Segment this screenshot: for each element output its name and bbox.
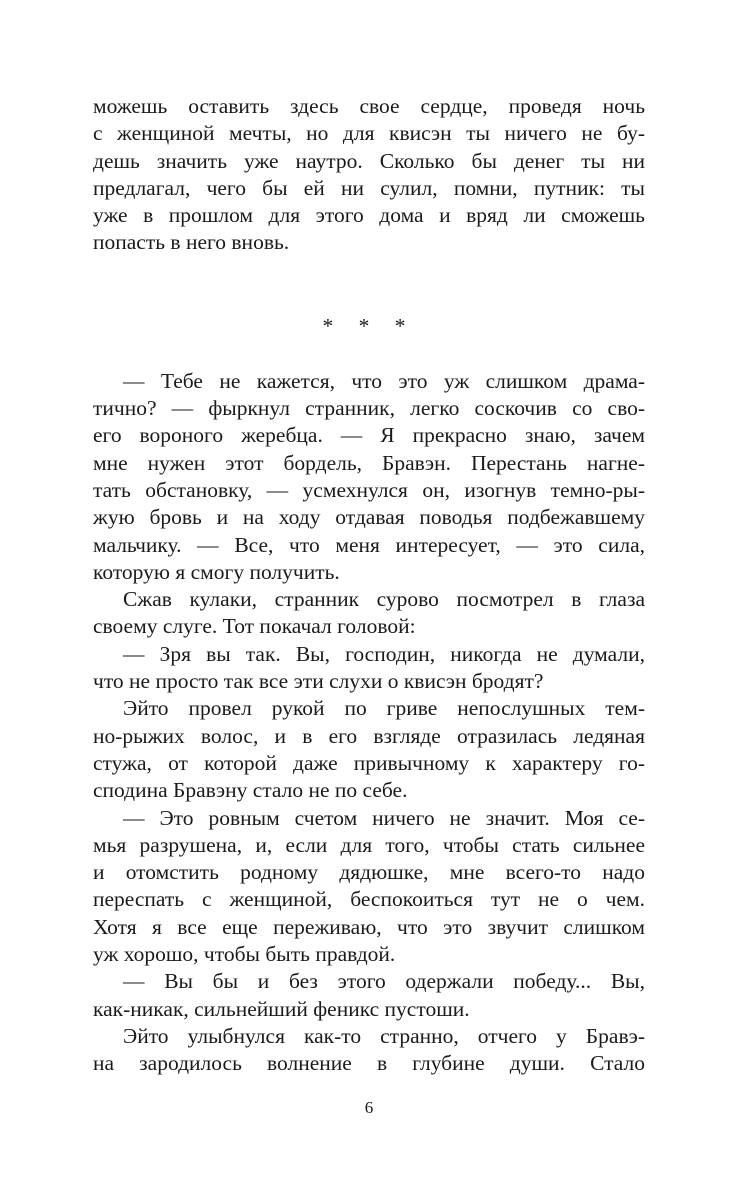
text-line: переспать с женщиной, беспокоиться тут не о чем.: [93, 887, 645, 912]
section-gap: [93, 257, 645, 313]
text-line: мальчику. — Все, что меня интересует, — это сила,: [93, 532, 645, 557]
page-number: 6: [364, 1098, 374, 1117]
paragraph: [93, 641, 645, 696]
paragraph: [93, 695, 645, 804]
text-line: Эйто улыбнулся как-то странно, отчего у Бравэ-: [123, 1023, 645, 1048]
text-line: но-рыжих волос, и в его взгляде отразилась ледяная: [93, 723, 645, 748]
page-body: [93, 93, 645, 1078]
paragraph: [93, 968, 645, 1023]
text-line: — Тебе не кажется, что это уж слишком драма-: [123, 368, 645, 393]
section-separator: * * *: [322, 313, 416, 338]
text-line: с женщиной мечты, но для квисэн ты ничего не бу-: [93, 121, 645, 146]
text-line: своему слуге. Тот покачал головой:: [93, 614, 416, 639]
text-line: на зародилось волнение в глубине души. Стало: [93, 1051, 645, 1076]
text-line: — Это ровным счетом ничего не значит. Моя се-: [123, 805, 645, 830]
text-line: Эйто провел рукой по гриве непослушных тем-: [123, 696, 645, 721]
text-line: можешь оставить здесь свое сердце, проведя ночь: [93, 94, 645, 118]
text-line: стужа, от которой даже привычному к характеру го-: [93, 750, 645, 775]
text-line: тично? — фыркнул странник, легко соскочив со сво-: [93, 396, 645, 421]
paragraph: [93, 1023, 645, 1078]
text-line: что не просто так все эти слухи о квисэн бродят?: [93, 669, 544, 694]
text-line: и отомстить родному дядюшке, мне всего-то надо: [93, 860, 645, 885]
paragraph: [93, 368, 645, 586]
text-line: его вороного жеребца. — Я прекрасно знаю, зачем: [93, 423, 645, 448]
text-line: попасть в него вновь.: [93, 230, 290, 255]
text-line: сподина Бравэну стало не по себе.: [93, 778, 408, 803]
text-line: как-никак, сильнейший феникс пустоши.: [93, 996, 470, 1021]
text-line: уж хорошо, чтобы быть правдой.: [93, 942, 396, 967]
text-line: мья разрушена, и, если для того, чтобы стать сильнее: [93, 832, 645, 857]
text-line: которую я смогу получить.: [93, 559, 340, 584]
text-line: жую бровь и на ходу отдавая поводья подбежавшему: [93, 505, 645, 530]
text-line: уже в прошлом для этого дома и вряд ли сможешь: [93, 203, 645, 228]
text-line: — Зря вы так. Вы, господин, никогда не думали,: [123, 641, 645, 666]
text-line: — Вы бы и без этого одержали победу... Вы,: [123, 969, 645, 994]
paragraph: [93, 93, 645, 257]
text-line: Сжав кулаки, странник сурово посмотрел в глаза: [123, 587, 645, 612]
text-line: предлагал, чего бы ей ни сулил, помни, путник: ты: [93, 175, 645, 200]
text-line: мне нужен этот бордель, Бравэн. Перестань нагне-: [93, 450, 645, 475]
paragraph: [93, 805, 645, 969]
text-line: Хотя я все еще переживаю, что это звучит слишком: [93, 914, 645, 939]
paragraph: [93, 586, 645, 641]
text-line: дешь значить уже наутро. Сколько бы денег ты ни: [93, 148, 645, 173]
text-line: тать обстановку, — усмехнулся он, изогнув темно-ры-: [93, 477, 645, 502]
